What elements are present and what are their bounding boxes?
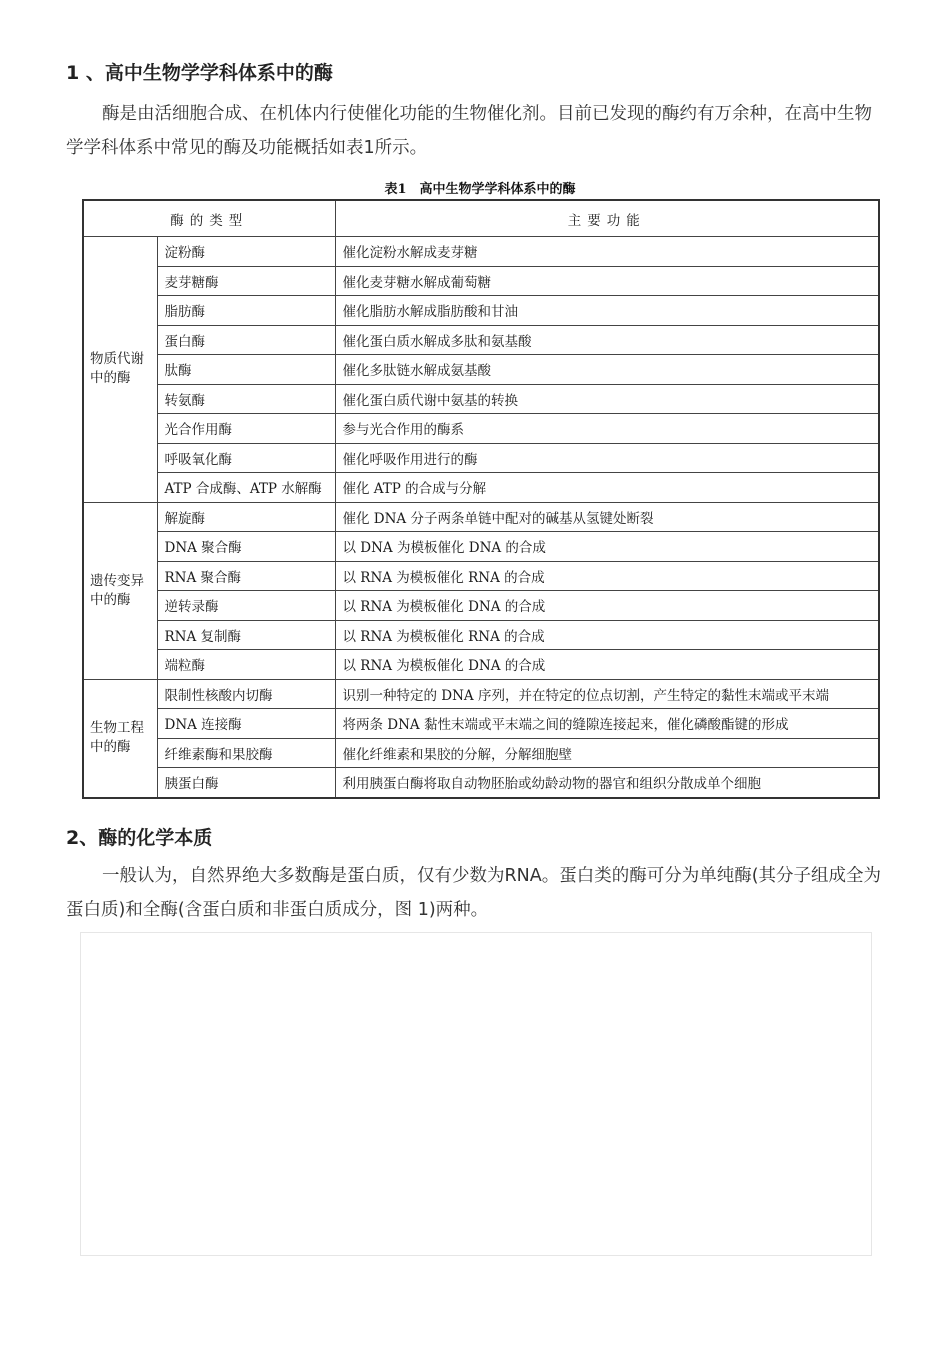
function-cell: 以 RNA 为模板催化 RNA 的合成 [335,561,879,591]
enzyme-cell: 逆转录酶 [157,591,335,621]
table-row [83,591,879,621]
table-row [83,325,879,355]
category-cell: 遗传变异中的酶 [83,502,157,679]
figure-placeholder [80,932,872,1256]
function-cell: 催化麦芽糖水解成葡萄糖 [335,266,879,296]
function-cell: 催化多肽链水解成氨基酸 [335,355,879,385]
enzyme-cell: 解旋酶 [157,502,335,532]
function-cell: 参与光合作用的酶系 [335,414,879,444]
table-row [83,502,879,532]
category-cell: 物质代谢中的酶 [83,237,157,503]
enzyme-cell: 脂肪酶 [157,296,335,326]
enzyme-cell: DNA 连接酶 [157,709,335,739]
table-row [83,532,879,562]
function-cell: 催化 ATP 的合成与分解 [335,473,879,503]
table-header-row [83,200,879,237]
enzyme-cell: 淀粉酶 [157,237,335,267]
section2-title: 2、酶的化学本质 [66,827,213,849]
function-cell: 将两条 DNA 黏性末端或平末端之间的缝隙连接起来，催化磷酸酯键的形成 [335,709,879,739]
header-enzyme-type: 酶的类型 [83,200,335,237]
function-cell: 利用胰蛋白酶将取自动物胚胎或幼龄动物的器官和组织分散成单个细胞 [335,768,879,798]
enzyme-cell: ATP 合成酶、ATP 水解酶 [157,473,335,503]
enzyme-cell: 蛋白酶 [157,325,335,355]
function-cell: 以 RNA 为模板催化 DNA 的合成 [335,650,879,680]
table-row [83,384,879,414]
function-cell: 识别一种特定的 DNA 序列，并在特定的位点切割，产生特定的黏性末端或平末端 [335,679,879,709]
table-row [83,296,879,326]
function-cell: 催化蛋白质水解成多肽和氨基酸 [335,325,879,355]
function-cell: 催化纤维素和果胶的分解，分解细胞壁 [335,738,879,768]
enzyme-cell: 呼吸氧化酶 [157,443,335,473]
function-cell: 催化淀粉水解成麦芽糖 [335,237,879,267]
enzyme-table [82,199,880,799]
table-row [83,738,879,768]
enzyme-cell: 胰蛋白酶 [157,768,335,798]
table-row [83,709,879,739]
table-row [83,355,879,385]
table-row [83,443,879,473]
enzyme-cell: 限制性核酸内切酶 [157,679,335,709]
function-cell: 以 RNA 为模板催化 DNA 的合成 [335,591,879,621]
section2-paragraph: 一般认为，自然界绝大多数酶是蛋白质，仅有少数为RNA。蛋白类的酶可分为单纯酶(其分子组成全为蛋白质)和全酶(含蛋白质和非蛋白质成分，图 1)两种。 [66,866,882,920]
enzyme-cell: 转氨酶 [157,384,335,414]
section1-paragraph: 酶是由活细胞合成、在机体内行使催化功能的生物催化剂。目前已发现的酶约有万余种，在高中生物学学科体系中常见的酶及功能概括如表1所示。 [66,104,872,158]
function-cell: 以 RNA 为模板催化 RNA 的合成 [335,620,879,650]
function-cell: 催化蛋白质代谢中氨基的转换 [335,384,879,414]
function-cell: 催化 DNA 分子两条单链中配对的碱基从氢键处断裂 [335,502,879,532]
table-row [83,679,879,709]
header-main-function: 主要功能 [335,200,879,237]
enzyme-cell: 麦芽糖酶 [157,266,335,296]
function-cell: 以 DNA 为模板催化 DNA 的合成 [335,532,879,562]
table-caption: 表1 高中生物学学科体系中的酶 [384,182,576,197]
table-row [83,650,879,680]
enzyme-cell: DNA 聚合酶 [157,532,335,562]
enzyme-cell: 光合作用酶 [157,414,335,444]
function-cell: 催化呼吸作用进行的酶 [335,443,879,473]
category-cell: 生物工程中的酶 [83,679,157,798]
table-row [83,414,879,444]
enzyme-cell: 肽酶 [157,355,335,385]
enzyme-cell: RNA 聚合酶 [157,561,335,591]
table-row [83,237,879,267]
enzyme-cell: 纤维素酶和果胶酶 [157,738,335,768]
table-row [83,620,879,650]
table-row [83,561,879,591]
table-row [83,473,879,503]
enzyme-cell: RNA 复制酶 [157,620,335,650]
table-row [83,266,879,296]
section1-title: 1 、高中生物学学科体系中的酶 [66,62,333,84]
enzyme-cell: 端粒酶 [157,650,335,680]
table-body [83,237,879,798]
function-cell: 催化脂肪水解成脂肪酸和甘油 [335,296,879,326]
table-row [83,768,879,798]
